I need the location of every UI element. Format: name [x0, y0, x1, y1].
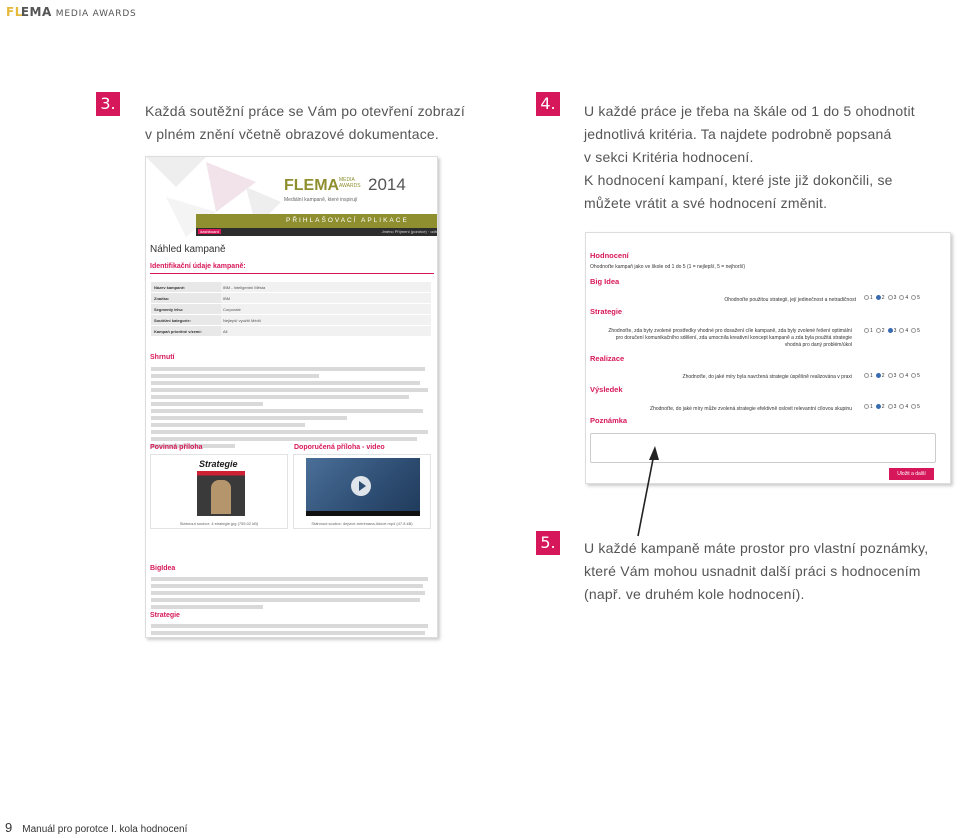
- criterion-question: Ohodnoťte použitou strategii, její jedinečnost a netradičnost: [724, 297, 856, 303]
- brand-logo: FLEMA MEDIA AWARDS: [6, 5, 137, 19]
- campaign-preview-screenshot: [145, 156, 438, 638]
- rating-radio-group[interactable]: 1 2 3 4 5: [861, 404, 920, 410]
- section-heading: Realizace: [590, 354, 625, 363]
- step-3-text: Každá soutěžní práce se Vám po otevření zobrazí v plném znění včetně obrazové dokumentace.: [145, 103, 465, 142]
- table-row: Název kampaně: IBM - Inteligentní Města: [151, 282, 431, 293]
- note-heading: Poznámka: [590, 416, 628, 425]
- section-heading: Big Idea: [590, 277, 620, 286]
- arrow-icon: [630, 440, 670, 540]
- section-heading: Strategie: [590, 307, 623, 316]
- rating-radio-group[interactable]: 1 2 3 4 5: [861, 295, 920, 301]
- nav-bar: [196, 228, 438, 236]
- attachment-required-heading: Povinná příloha: [150, 444, 203, 451]
- step-5-text: U každé kampaně máte prostor pro vlastní poznámky, které Vám mohou usnadnit další práci s hodnocením (např. ve druhém kole hodnocení).: [584, 540, 929, 602]
- rating-radio-group[interactable]: 1 2 3 4 5: [861, 328, 920, 334]
- attachment-image-card[interactable]: [150, 454, 288, 529]
- step-number-4: 4.: [536, 92, 560, 116]
- bigidea-heading: BigIdea: [150, 565, 176, 572]
- save-next-button[interactable]: Uložit a další: [889, 468, 934, 480]
- table-row: Segmenty trhu: Corporate: [151, 304, 431, 315]
- play-icon[interactable]: [351, 476, 371, 496]
- magazine-thumbnail[interactable]: Strategie: [197, 458, 245, 516]
- tagline: Mediální kampaně, které inspirují: [284, 197, 358, 203]
- summary-text: [151, 367, 431, 451]
- footer-text: Manuál pro porotce I. kola hodnocení: [22, 824, 188, 835]
- app-bar: PŘIHLAŠOVACÍ APLIKACE: [196, 214, 438, 228]
- strategy-text: [151, 624, 431, 638]
- table-row: Značka: IBM: [151, 293, 431, 304]
- nav-dashboard-link[interactable]: dashboard: [200, 229, 219, 234]
- attachment-video-heading: Doporučená příloha - video: [294, 444, 385, 451]
- criterion-question: Zhodnoťte, do jaké míry byla navržená strategie úspěšně realizována v praxi: [682, 374, 852, 380]
- page-footer: [5, 820, 187, 835]
- step-4-text: U každé práce je třeba na škále od 1 do 5 ohodnotit jednotlivá kritéria. Ta najdete podrobně popsaná v sekci Kritéria hodnocení. K hodnocení kampaní, které jste již dokončili, se můžete vrátit a své hodnocení změnit.: [584, 103, 915, 211]
- step-number-5: 5.: [536, 531, 560, 555]
- criterion-question: Zhodnoťte, zda byty zvolené prostředky vhodné pro dosažení cíle kampaně, zda byly zvolené řešení optimální pro doručení komunikačního sdělení, zda umocnila kreativní koncept kampaně a zda byla použitá strategie vhodná pro daný problém/úkol: [608, 328, 852, 348]
- logo-media-awards: MEDIA AWARDS: [339, 177, 361, 189]
- bigidea-text: [151, 577, 431, 612]
- table-row: Soutěžní kategorie: Nejlepší využití Médií: [151, 315, 431, 326]
- criterion-question: Zhodnoťte, do jaké míry může zvolená strategie efektivně oslovit relevantní cílovou skupinu: [650, 406, 852, 412]
- page-title: Náhled kampaně: [150, 244, 226, 255]
- identification-heading: Identifikační údaje kampaně:: [150, 263, 246, 270]
- divider: [150, 273, 434, 274]
- flema-logo: FLEMA: [284, 177, 340, 194]
- strategy-heading: Strategie: [150, 612, 180, 619]
- identification-table: [151, 282, 431, 337]
- step-number-3: 3.: [96, 92, 120, 116]
- video-player[interactable]: [306, 458, 420, 516]
- summary-heading: Shrnutí: [150, 354, 175, 361]
- nav-user[interactable]: Jméno Příjmení (porotce) · odh: [381, 229, 437, 234]
- page-number: 9: [5, 820, 13, 835]
- section-heading: Výsledek: [590, 385, 623, 394]
- rating-radio-group[interactable]: 1 2 3 4 5: [861, 373, 920, 379]
- table-row: Kampaň prioritně v/zemí: All: [151, 326, 431, 337]
- logo-year: 2014: [368, 175, 406, 194]
- scale-note: Ohodnoťte kampaň jako ve škole od 1 do 5 (1 = nejlepší, 5 = nejhorší): [590, 264, 746, 270]
- download-video-link[interactable]: Stáhnout soubor: dejvice-mirrimana-lidové.mp4 (47.8 kB): [311, 521, 413, 526]
- attachment-video-card[interactable]: [293, 454, 431, 529]
- download-image-link[interactable]: Stáhnout soubor: 4 strategie.jpg (755.02 kB): [179, 521, 259, 526]
- evaluation-title: Hodnocení: [590, 251, 629, 260]
